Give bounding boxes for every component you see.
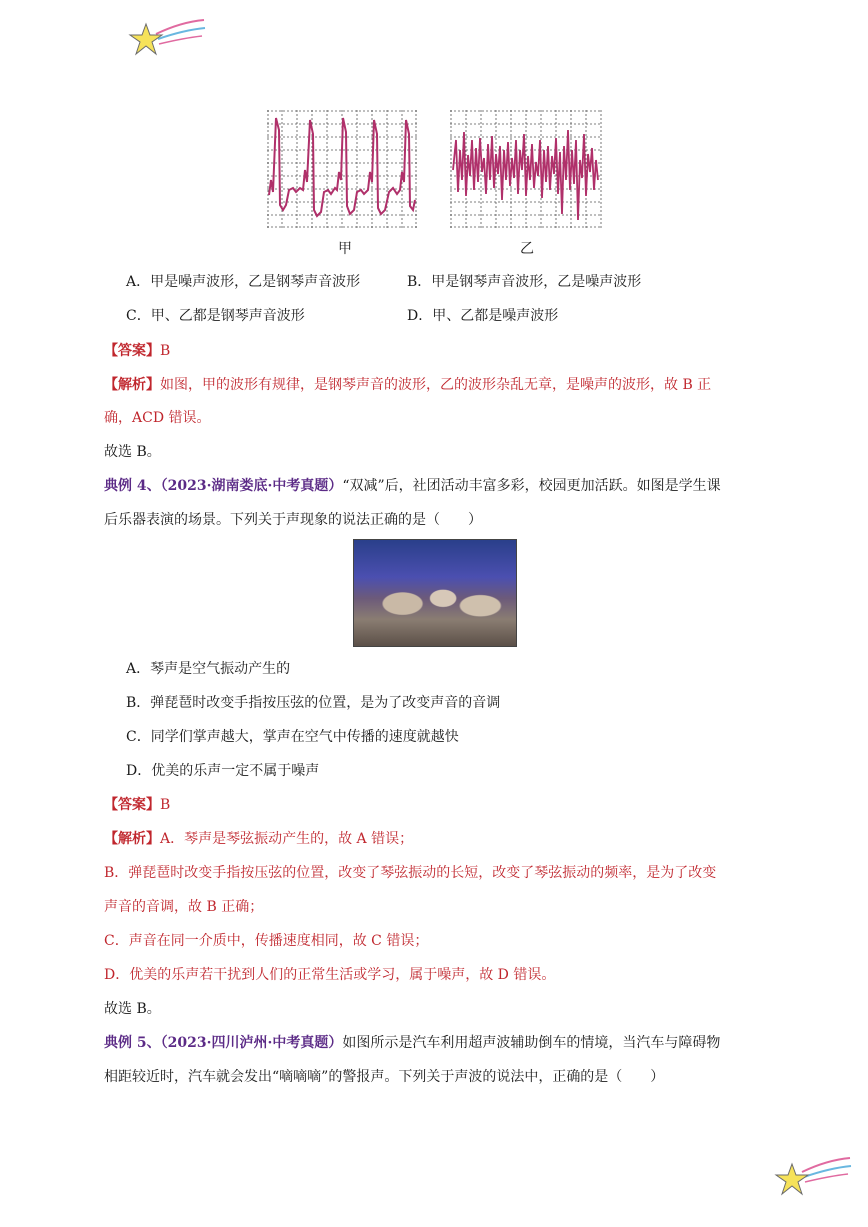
waveform-label-jia: 甲 — [338, 241, 352, 257]
q4-analysis-d: D．优美的乐声若干扰到人们的正常生活或学习，属于噪声，故 D 错误。 — [104, 967, 556, 983]
q4-analysis-b2: 声音的音调，故 B 正确； — [104, 899, 264, 915]
waveform-label-yi: 乙 — [520, 241, 534, 257]
q3-analysis-line1 — [104, 374, 711, 394]
q3-option-c: C．甲、乙都是钢琴声音波形 — [126, 308, 305, 324]
q3-option-d: D．甲、乙都是噪声波形 — [407, 308, 559, 324]
analysis-text: A．琴声是琴弦振动产生的，故 A 错误； — [160, 831, 414, 847]
answer-value: B — [160, 797, 171, 813]
q4-option-a: A．琴声是空气振动产生的 — [126, 661, 291, 677]
analysis-text: 如图，甲的波形有规律，是钢琴声音的波形，乙的波形杂乱无章，是噪声的波形，故 B 正 — [160, 377, 712, 393]
analysis-label: 【解析】 — [104, 831, 160, 847]
q5-title: 典例 5、 — [104, 1035, 161, 1051]
q4-option-b: B．弹琵琶时改变手指按压弦的位置，是为了改变声音的音调 — [126, 695, 501, 711]
q4-conclusion: 故选 B。 — [104, 1001, 161, 1017]
q4-option-c: C．同学们掌声越大，掌声在空气中传播的速度就越快 — [126, 729, 459, 745]
q4-stem-line2: 后乐器表演的场景。下列关于声现象的说法正确的是（ ） — [104, 512, 482, 528]
q5-source: （2023·四川泸州·中考真题） — [160, 1035, 343, 1051]
q5-stem-text: 如图所示是汽车利用超声波辅助倒车的情境，当汽车与障碍物 — [342, 1035, 721, 1051]
q3-answer — [104, 340, 170, 360]
q4-stem-line1 — [104, 475, 721, 495]
q4-analysis-a — [104, 828, 413, 848]
q4-answer — [104, 794, 170, 814]
q4-analysis-b1: B．弹琵琶时改变手指按压弦的位置，改变了琴弦振动的长短，改变了琴弦振动的频率，是为了改变 — [104, 865, 717, 881]
q5-stem-line1 — [104, 1032, 720, 1052]
q3-analysis-line2: 确，ACD 错误。 — [104, 410, 211, 426]
q3-conclusion: 故选 B。 — [104, 444, 161, 460]
q4-source: （2023·湖南娄底·中考真题） — [160, 478, 343, 494]
q3-option-b: B．甲是钢琴声音波形，乙是噪声波形 — [407, 274, 642, 290]
q5-stem-line2: 相距较近时，汽车就会发出“嘀嘀嘀”的警报声。下列关于声波的说法中，正确的是（ ） — [104, 1069, 665, 1085]
q4-analysis-c: C．声音在同一介质中，传播速度相同，故 C 错误； — [104, 933, 429, 949]
q3-option-a: A．甲是噪声波形，乙是钢琴声音波形 — [126, 274, 361, 290]
answer-value: B — [160, 343, 171, 359]
answer-label: 【答案】 — [104, 343, 160, 359]
waveform-yi — [450, 110, 602, 228]
analysis-label: 【解析】 — [104, 377, 160, 393]
shooting-star-icon — [126, 18, 206, 64]
waveform-jia — [267, 110, 417, 228]
q4-title: 典例 4、 — [104, 478, 161, 494]
music-performance-photo — [353, 539, 517, 647]
q4-stem-text: “双减”后，社团活动丰富多彩，校园更加活跃。如图是学生课 — [342, 478, 721, 494]
q4-option-d: D．优美的乐声一定不属于噪声 — [126, 763, 320, 779]
answer-label: 【答案】 — [104, 797, 160, 813]
shooting-star-icon — [772, 1156, 852, 1202]
